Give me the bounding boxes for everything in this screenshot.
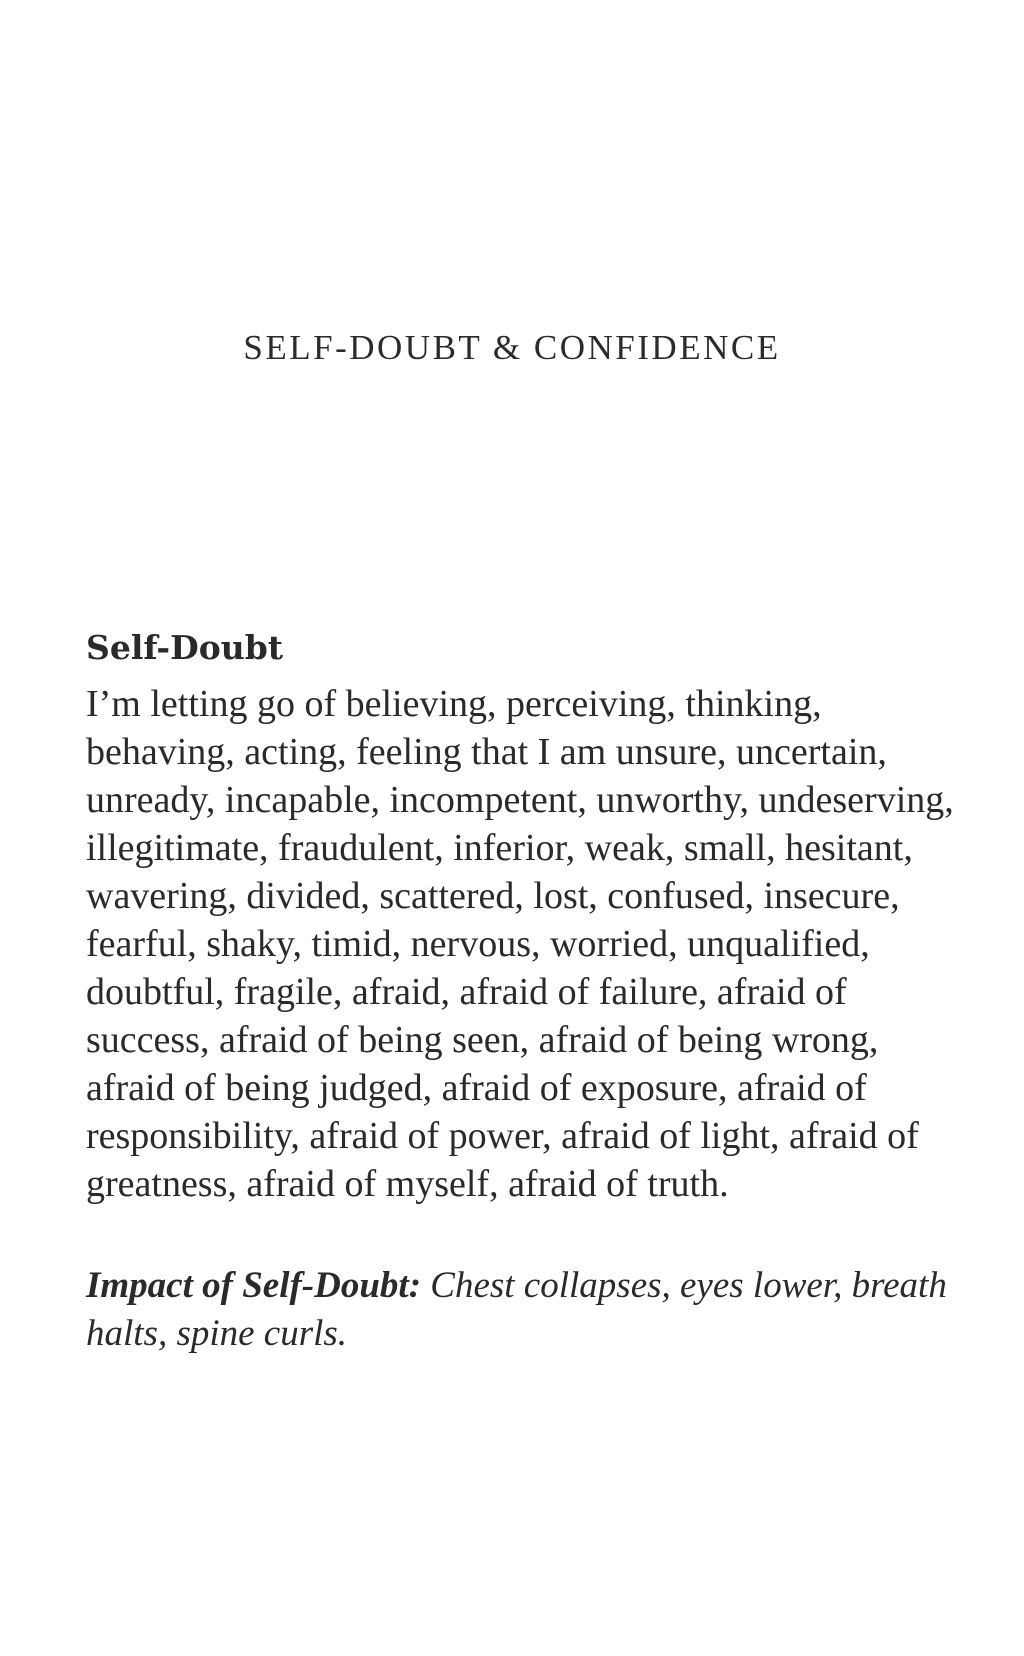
section-heading: Self-Doubt xyxy=(86,628,284,667)
impact-paragraph xyxy=(86,1262,966,1358)
impact-label: Impact of Self-Doubt: xyxy=(86,1264,422,1306)
impact-text: Chest collapses, eyes lower, breath halts, spine curls. xyxy=(86,1264,947,1354)
section-body: I’m letting go of believing, perceiving, thinking, behaving, acting, feeling that I am unsure, uncertain, unready, incapable, incompetent, unworthy, undeserving, illegitimate, fraudulent, inferior, weak, small, hesitant, wavering, divided, scattered, lost, confused, insecure, fearful, shaky, timid, nervous, worried, unqualified, doubtful, fragile, afraid, afraid of failure, afraid of success, afraid of being seen, afraid of being wrong, afraid of being judged, afraid of exposure, afraid of responsibility, afraid of power, afraid of light, afraid of greatness, afraid of myself, afraid of truth. xyxy=(86,682,954,1205)
self-doubt-section xyxy=(86,628,966,1358)
chapter-title: SELF-DOUBT & CONFIDENCE xyxy=(243,328,781,367)
